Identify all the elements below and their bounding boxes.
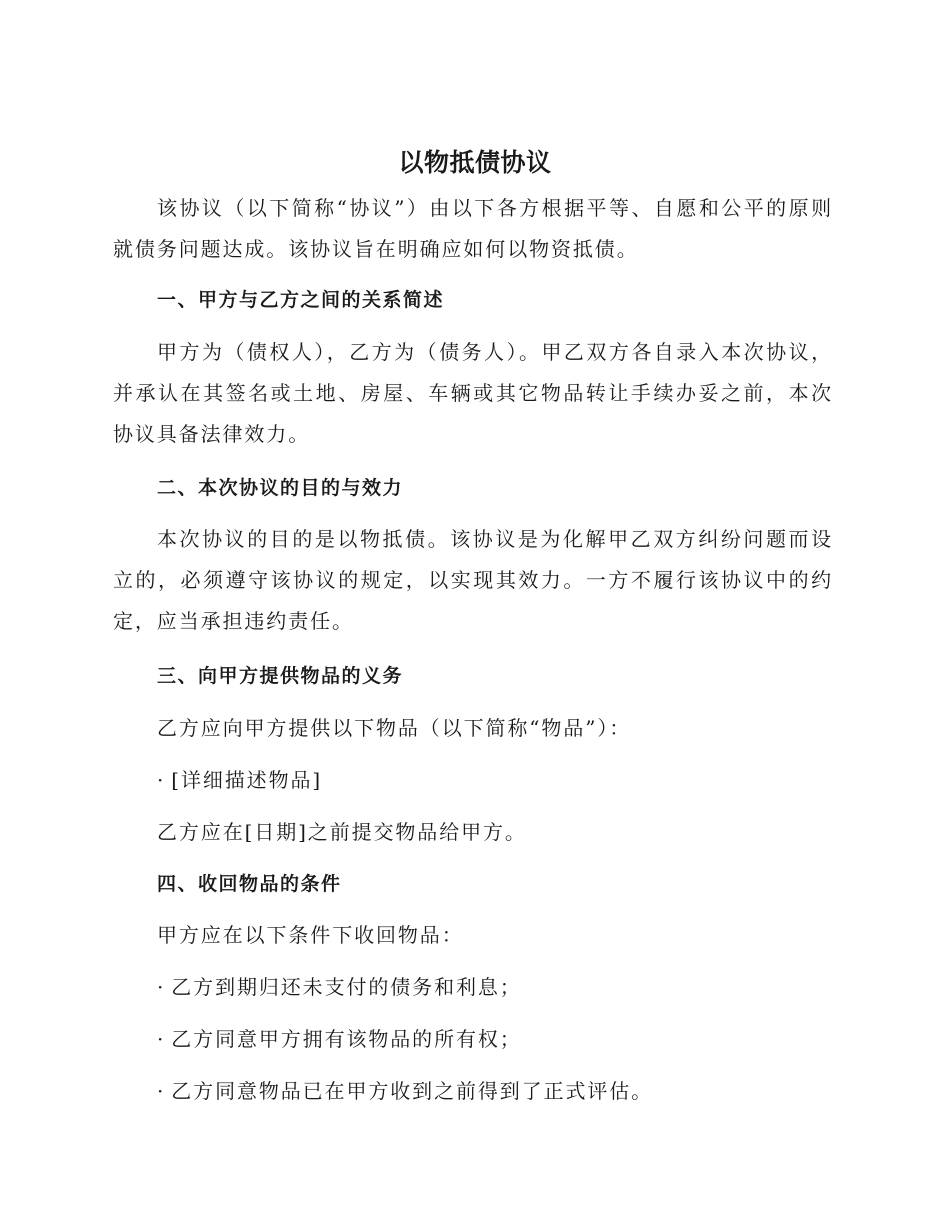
section-3-bullet-item <box>157 765 322 795</box>
section-4-bullet-item-2 <box>157 1024 522 1054</box>
document-title: 以物抵债协议 <box>398 148 552 177</box>
section-2-heading: 二、本次协议的目的与效力 <box>157 477 404 499</box>
section-4-bullet-item-1 <box>157 972 522 1002</box>
bullet-text: 乙方同意物品已在甲方收到之前得到了正式评估。 <box>171 1079 654 1103</box>
bullet-text: [详细描述物品] <box>171 768 323 792</box>
section-4-heading: 四、收回物品的条件 <box>157 873 342 895</box>
bullet-icon: · <box>157 975 166 999</box>
section-3-line-2: 乙方应在[日期]之前提交物品给甲方。 <box>157 820 527 844</box>
bullet-icon: · <box>157 768 166 792</box>
bullet-text: 乙方到期归还未支付的债务和利息； <box>171 975 522 999</box>
bullet-text: 乙方同意甲方拥有该物品的所有权； <box>171 1027 522 1051</box>
section-4-bullet-item-3 <box>157 1076 653 1106</box>
section-4-line-1: 甲方应在以下条件下收回物品： <box>157 923 464 947</box>
intro-paragraph: 该协议（以下简称“协议”）由以下各方根据平等、自愿和公平的原则就债务问题达成。该协议旨在明确应如何以物资抵债。 <box>113 196 833 261</box>
bullet-icon: · <box>157 1027 166 1051</box>
section-3-heading: 三、向甲方提供物品的义务 <box>157 665 404 687</box>
section-1-heading: 一、甲方与乙方之间的关系简述 <box>157 289 445 311</box>
section-2-body: 本次协议的目的是以物抵债。该协议是为化解甲乙双方纠纷问题而设立的，必须遵守该协议的规定，以实现其效力。一方不履行该协议中的约定，应当承担违约责任。 <box>113 527 833 633</box>
bullet-icon: · <box>157 1079 166 1103</box>
section-1-body: 甲方为（债权人），乙方为（债务人）。甲乙双方各自录入本次协议，并承认在其签名或土地、房屋、车辆或其它物品转让手续办妥之前，本次协议具备法律效力。 <box>113 340 833 446</box>
section-3-line-1: 乙方应向甲方提供以下物品（以下简称“物品”）： <box>157 716 632 740</box>
